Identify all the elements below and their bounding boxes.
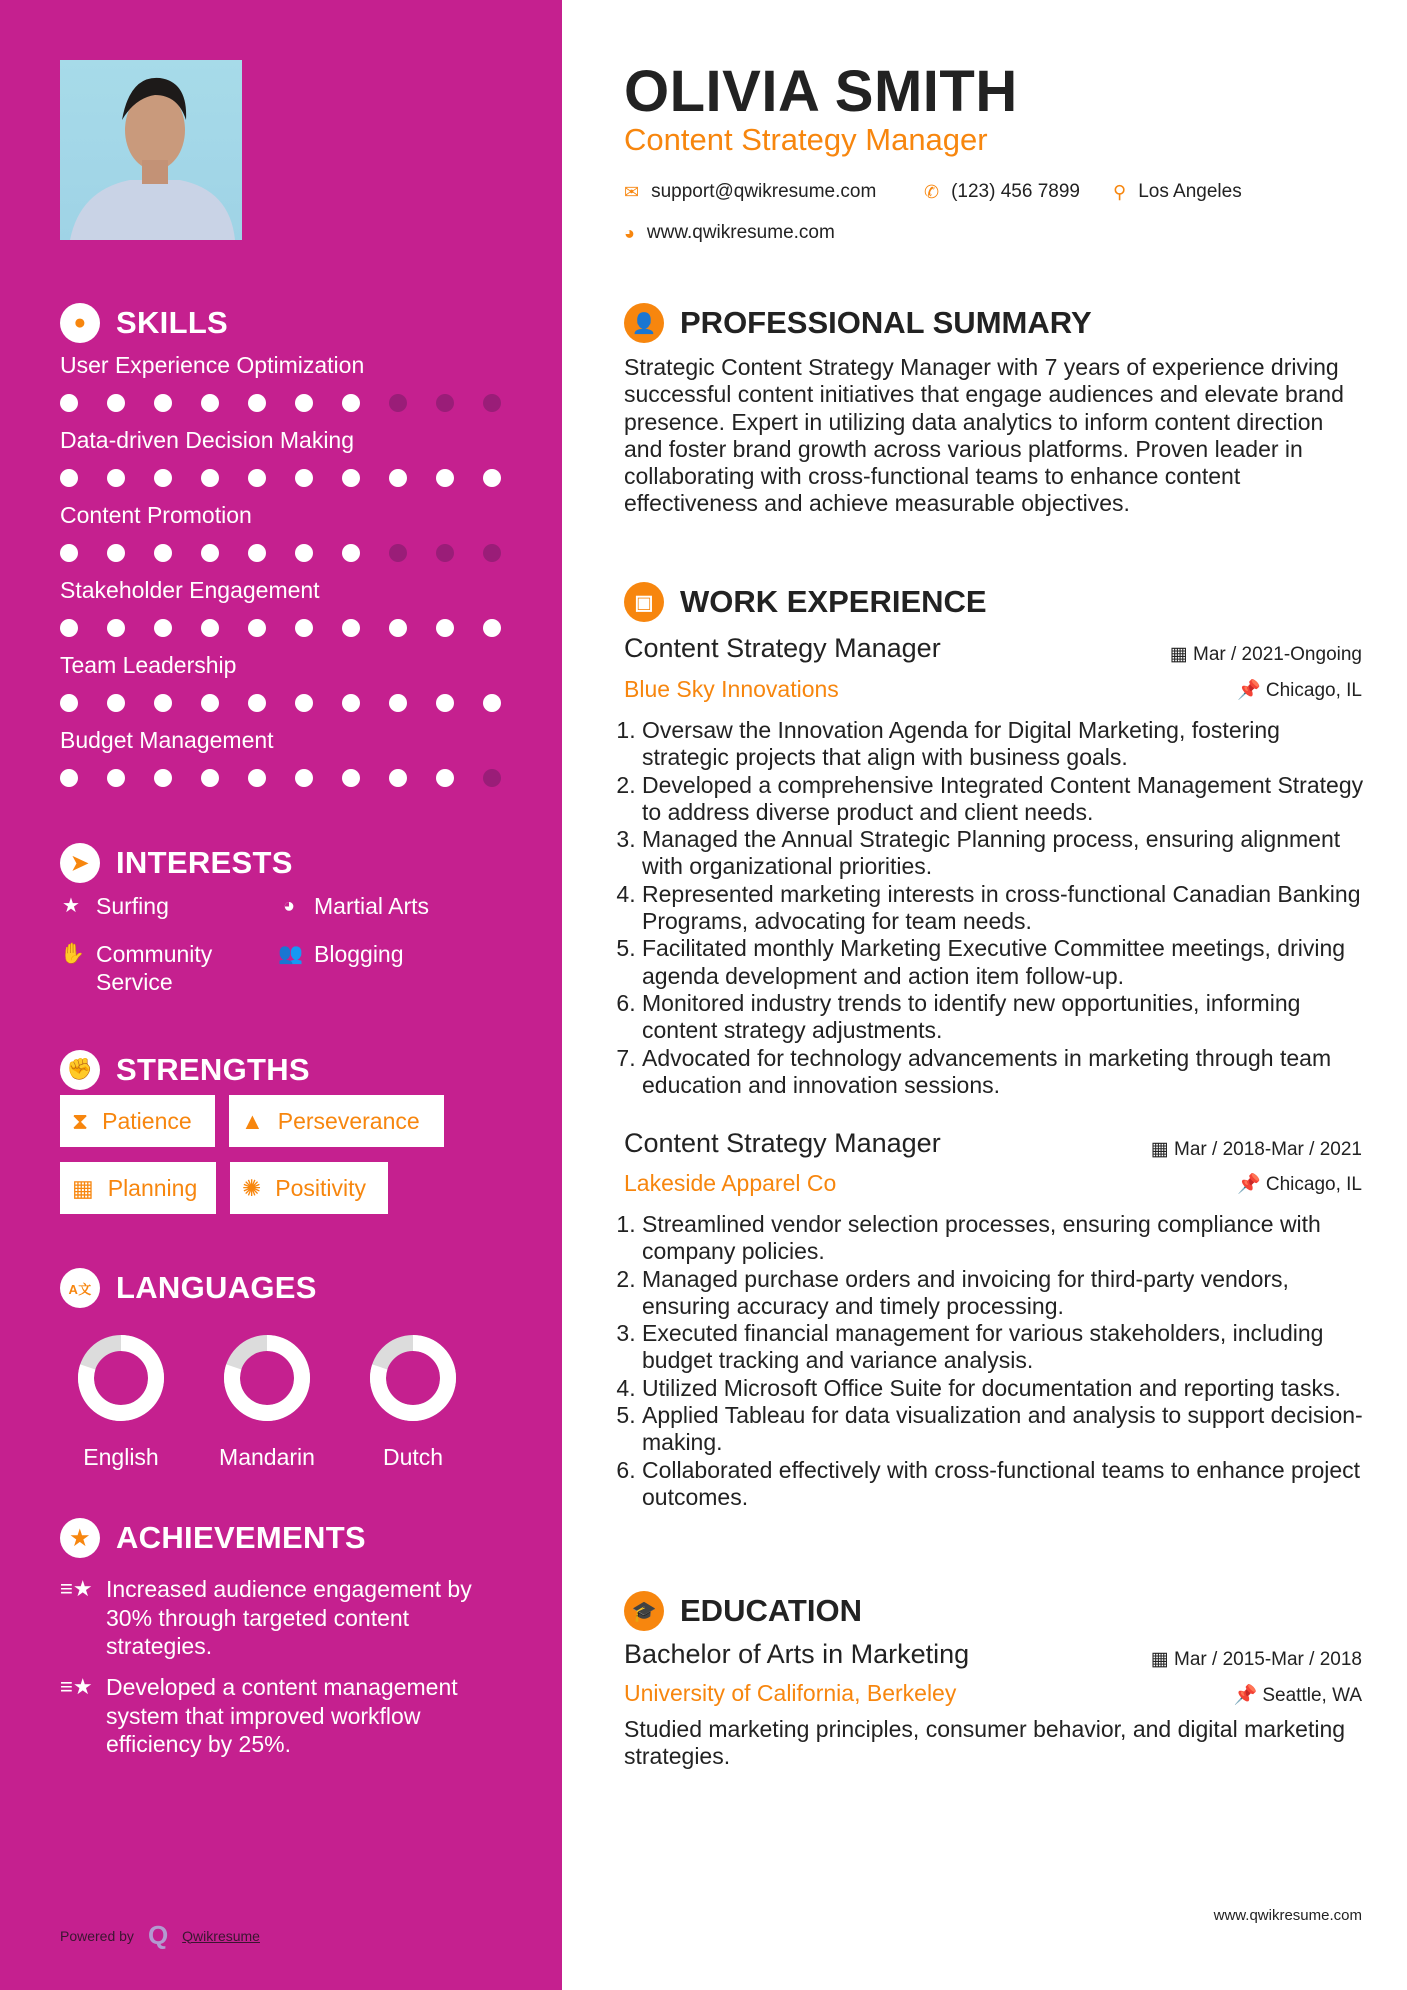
skill-label: Team Leadership	[60, 652, 237, 678]
degree: Bachelor of Arts in Marketing	[624, 1639, 970, 1669]
contact-phone: ✆ (123) 456 7899	[924, 181, 1080, 202]
rating-dot	[154, 619, 172, 637]
skill-item	[60, 352, 510, 412]
job-location: 📌 Chicago, IL	[1236, 1174, 1362, 1195]
road-icon: ▲	[241, 1107, 264, 1134]
rating-dot	[154, 469, 172, 487]
rating-dot	[154, 544, 172, 562]
job-bullet: 7. Advocated for technology advancements in marketing through team education and innovation sessions.	[642, 1045, 1369, 1100]
language-donut	[363, 1328, 463, 1428]
strength-chip: ▦ Planning	[60, 1162, 216, 1214]
rating-dot	[436, 769, 454, 787]
language-label: English	[83, 1444, 159, 1470]
strength-chip: ✺ Positivity	[230, 1162, 388, 1214]
rating-dot	[154, 769, 172, 787]
skill-item	[60, 652, 510, 712]
skill-rating	[60, 394, 510, 412]
rating-dot	[60, 619, 78, 637]
job-title: Content Strategy Manager	[624, 1128, 941, 1158]
language-donut	[217, 1328, 317, 1428]
pushpin-icon: 📌	[1236, 1174, 1266, 1195]
paper-plane-icon: ➤	[60, 843, 100, 883]
shooting-star-icon: ≡★	[60, 1576, 93, 1601]
rating-dot	[154, 694, 172, 712]
rating-dot	[436, 469, 454, 487]
rating-dot	[295, 694, 313, 712]
lightbulb-icon: ●	[60, 303, 100, 343]
job-bullet: 4. Represented marketing interests in cross-functional Canadian Banking Programs, advocating for team needs.	[642, 881, 1369, 936]
rating-dot	[342, 544, 360, 562]
skill-label: Data-driven Decision Making	[60, 427, 355, 453]
summary-text: Strategic Content Strategy Manager with 7 years of experience driving successful content initiatives that engage audiences and elevate brand presence. Expert in utilizing data analytics to inform content direction and foster brand growth across various platforms. Proven leader in collaborating with cross-functional teams to enhance content effectiveness and achieve measurable objectives.	[624, 354, 1344, 517]
users-icon: 👥	[278, 943, 303, 965]
rating-dot	[436, 544, 454, 562]
rating-dot	[436, 394, 454, 412]
candidate-name: OLIVIA SMITH	[624, 59, 1018, 124]
envelope-icon: ✉	[624, 181, 640, 202]
skill-label: User Experience Optimization	[60, 352, 365, 378]
rating-dot	[436, 619, 454, 637]
skill-rating	[60, 769, 510, 787]
skill-item	[60, 427, 510, 487]
rating-dot	[60, 394, 78, 412]
job-bullet: 5. Facilitated monthly Marketing Executive Committee meetings, driving agenda development and action item follow-up.	[642, 935, 1369, 990]
globe-icon: ◕	[624, 222, 635, 243]
language-item	[353, 1328, 473, 1471]
job-bullets	[624, 1211, 1369, 1511]
calendar-icon: ▦	[1169, 644, 1193, 665]
hourglass-icon: ⧗	[72, 1107, 89, 1134]
education-heading: 🎓 EDUCATION	[624, 1591, 862, 1631]
rating-dot	[107, 469, 125, 487]
rating-dot	[295, 544, 313, 562]
rating-dot	[389, 694, 407, 712]
skill-label: Budget Management	[60, 727, 274, 753]
rating-dot	[60, 544, 78, 562]
summary-heading: 👤 PROFESSIONAL SUMMARY	[624, 303, 1092, 343]
rating-dot	[436, 694, 454, 712]
rating-dot	[342, 769, 360, 787]
contact-location: ⚲ Los Angeles	[1113, 181, 1242, 202]
rating-dot	[389, 619, 407, 637]
job-bullet: 2. Managed purchase orders and invoicing for third-party vendors, ensuring accuracy and timely processing.	[642, 1266, 1369, 1321]
rating-dot	[342, 619, 360, 637]
rating-dot	[295, 619, 313, 637]
pushpin-icon: 📌	[1233, 1685, 1263, 1706]
job-title: Content Strategy Manager	[624, 122, 988, 157]
rating-dot	[107, 394, 125, 412]
company-name: Lakeside Apparel Co	[624, 1170, 837, 1196]
profile-photo	[60, 60, 242, 240]
rating-dot	[60, 694, 78, 712]
job-dates: ▦ Mar / 2018-Mar / 2021	[1150, 1139, 1362, 1160]
skill-rating	[60, 544, 510, 562]
rating-dot	[295, 394, 313, 412]
rating-dot	[60, 469, 78, 487]
rating-dot	[248, 394, 266, 412]
briefcase-icon: ▣	[624, 582, 664, 622]
map-pin-icon: ⚲	[1113, 181, 1127, 202]
language-item	[207, 1328, 327, 1471]
language-label: Mandarin	[219, 1444, 315, 1470]
user-icon: 👤	[624, 303, 664, 343]
footer-website[interactable]: www.qwikresume.com	[1213, 1907, 1362, 1924]
job-bullet: 1. Streamlined vendor selection processes, ensuring compliance with company policies.	[642, 1211, 1369, 1266]
job-title: Content Strategy Manager	[624, 633, 941, 663]
sidebar	[0, 0, 562, 1990]
shooting-star-icon: ≡★	[60, 1674, 93, 1699]
sun-icon: ✺	[242, 1174, 262, 1201]
job-bullet: 6. Collaborated effectively with cross-functional teams to enhance project outcomes.	[642, 1457, 1369, 1512]
language-label: Dutch	[382, 1444, 444, 1470]
skill-label: Content Promotion	[60, 502, 252, 528]
education-dates: ▦ Mar / 2015-Mar / 2018	[1150, 1649, 1362, 1670]
skill-rating	[60, 619, 510, 637]
language-item	[61, 1328, 181, 1471]
rating-dot	[248, 694, 266, 712]
rating-dot	[248, 769, 266, 787]
rating-dot	[342, 394, 360, 412]
rating-dot	[201, 394, 219, 412]
interest-item: 👥 Blogging	[278, 941, 404, 967]
star-icon: ★	[62, 895, 80, 917]
achievements-heading: ★ ACHIEVEMENTS	[60, 1518, 366, 1558]
calendar-icon: ▦	[72, 1174, 94, 1201]
globe-icon: ◕	[282, 895, 296, 917]
rating-dot	[295, 769, 313, 787]
rating-dot	[483, 619, 501, 637]
rating-dot	[201, 544, 219, 562]
school-name: University of California, Berkeley	[624, 1680, 957, 1706]
qwikresume-logo-icon: Q	[147, 1920, 169, 1950]
contact-email[interactable]: ✉ support@qwikresume.com	[624, 181, 877, 202]
qwikresume-link[interactable]: Qwikresume	[182, 1927, 260, 1944]
strengths-heading: ✊ STRENGTHS	[60, 1050, 310, 1090]
translate-icon: A文	[60, 1268, 100, 1308]
calendar-icon: ▦	[1150, 1649, 1175, 1670]
rating-dot	[483, 394, 501, 412]
interests-heading: ➤ INTERESTS	[60, 843, 293, 883]
rating-dot	[483, 544, 501, 562]
job-dates: ▦ Mar / 2021-Ongoing	[1169, 644, 1362, 665]
rating-dot	[248, 619, 266, 637]
job-bullet: 3. Executed financial management for various stakeholders, including budget tracking and variance analysis.	[642, 1320, 1369, 1375]
achievement-item: ≡★ Developed a content management system that improved workflow efficiency by 25%.	[60, 1674, 458, 1757]
languages-heading: A文 LANGUAGES	[60, 1268, 317, 1308]
interest-item: ★ Surfing	[60, 892, 260, 920]
rating-dot	[201, 469, 219, 487]
rating-dot	[342, 469, 360, 487]
rating-dot	[389, 469, 407, 487]
rating-dot	[389, 769, 407, 787]
skill-label: Stakeholder Engagement	[60, 577, 320, 603]
calendar-icon: ▦	[1150, 1139, 1175, 1160]
strength-chip: ▲ Perseverance	[229, 1095, 444, 1147]
rating-dot	[201, 769, 219, 787]
job-bullet: 4. Utilized Microsoft Office Suite for documentation and reporting tasks.	[642, 1375, 1369, 1402]
skill-item	[60, 727, 510, 787]
rating-dot	[201, 619, 219, 637]
skill-item	[60, 502, 510, 562]
rating-dot	[60, 769, 78, 787]
rating-dot	[107, 694, 125, 712]
rating-dot	[389, 394, 407, 412]
rating-dot	[107, 619, 125, 637]
rating-dot	[107, 769, 125, 787]
rating-dot	[201, 694, 219, 712]
skill-rating	[60, 694, 510, 712]
star-badge-icon: ★	[60, 1518, 100, 1558]
rating-dot	[154, 394, 172, 412]
rating-dot	[483, 769, 501, 787]
interest-item: ◕ Martial Arts	[278, 892, 478, 920]
achievement-item: ≡★ Increased audience engagement by 30% through targeted content strategies.	[60, 1576, 472, 1659]
job-bullet: 3. Managed the Annual Strategic Planning process, ensuring alignment with organizational priorities.	[642, 826, 1369, 881]
job-bullet: 6. Monitored industry trends to identify new opportunities, informing content strategy adjustments.	[642, 990, 1369, 1045]
contact-website[interactable]: ◕ www.qwikresume.com	[624, 222, 835, 243]
company-name: Blue Sky Innovations	[624, 676, 839, 702]
job-location: 📌 Chicago, IL	[1236, 680, 1362, 701]
fist-icon: ✊	[60, 1050, 100, 1090]
graduation-icon: 🎓	[624, 1591, 664, 1631]
phone-icon: ✆	[924, 181, 940, 202]
skill-rating	[60, 469, 510, 487]
job-bullet: 2. Developed a comprehensive Integrated Content Management Strategy to address diverse product and client needs.	[642, 772, 1369, 827]
rating-dot	[389, 544, 407, 562]
strength-chip: ⧗ Patience	[60, 1095, 215, 1147]
language-donut	[71, 1328, 171, 1428]
rating-dot	[342, 694, 360, 712]
education-location: 📌 Seattle, WA	[1233, 1685, 1362, 1706]
job-bullet: 1. Oversaw the Innovation Agenda for Digital Marketing, fostering strategic projects that align with business goals.	[642, 717, 1369, 772]
job-bullets	[624, 717, 1369, 1099]
powered-by: Powered by Q Qwikresume	[60, 1920, 260, 1950]
pushpin-icon: 📌	[1236, 680, 1266, 701]
rating-dot	[483, 469, 501, 487]
rating-dot	[248, 544, 266, 562]
rating-dot	[248, 469, 266, 487]
hand-icon: ✋	[60, 943, 85, 965]
rating-dot	[295, 469, 313, 487]
skills-heading: ● SKILLS	[60, 303, 228, 343]
job-bullet: 5. Applied Tableau for data visualization and analysis to support decision-making.	[642, 1402, 1369, 1457]
experience-heading: ▣ WORK EXPERIENCE	[624, 582, 987, 622]
skill-item	[60, 577, 510, 637]
rating-dot	[107, 544, 125, 562]
education-text: Studied marketing principles, consumer behavior, and digital marketing strategies.	[624, 1716, 1346, 1770]
rating-dot	[483, 694, 501, 712]
interest-item: ✋ Community Service	[60, 941, 213, 995]
